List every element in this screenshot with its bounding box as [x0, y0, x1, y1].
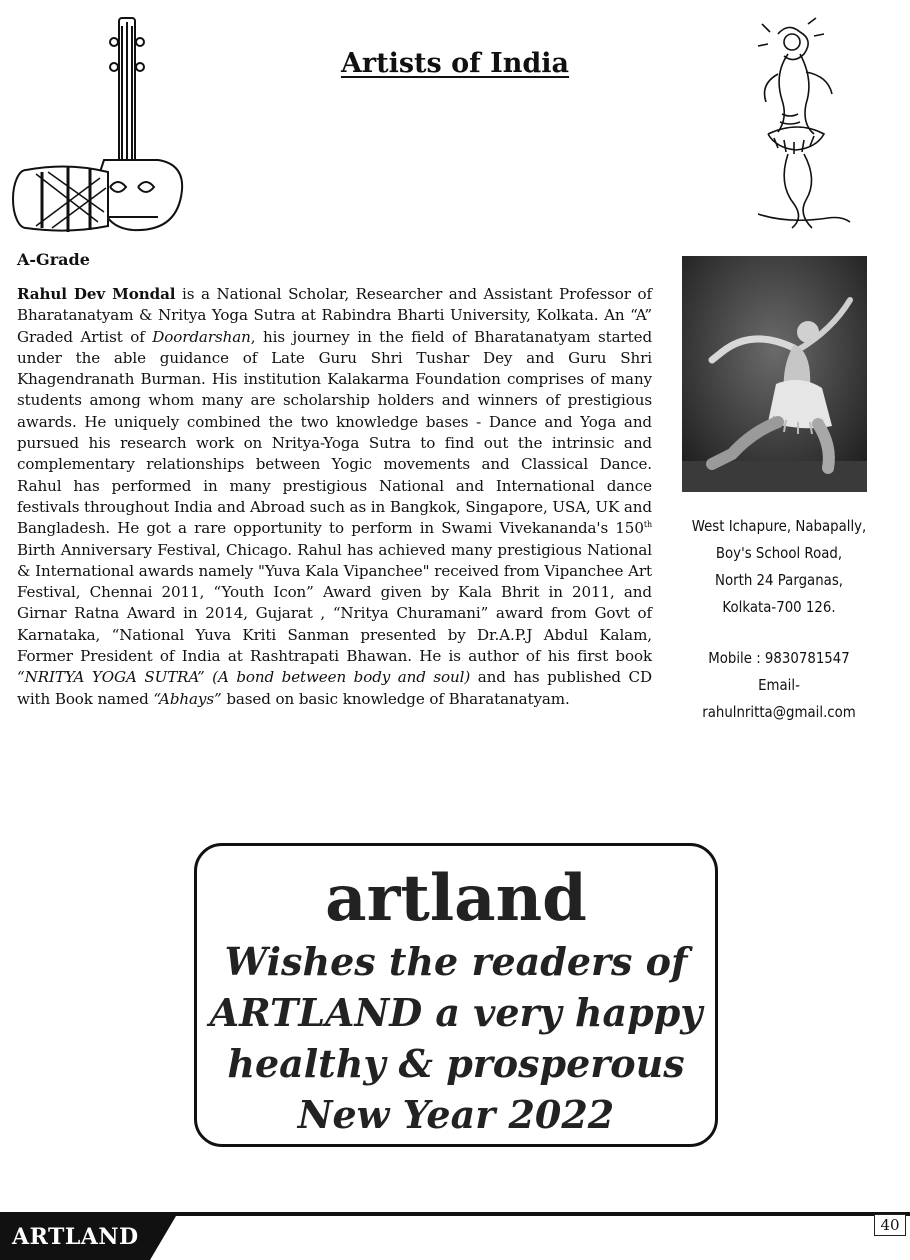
email-address: Email- rahulnritta@gmail.com	[702, 676, 856, 721]
advert-line: New Year 2022	[297, 1092, 615, 1137]
address-line: Boy's School Road,	[715, 544, 843, 562]
section-heading-grade: A-Grade	[17, 250, 90, 269]
address-line: North 24 Parganas,	[714, 571, 844, 589]
bio-ordinal-suffix: th	[643, 520, 652, 530]
footer-brand: ARTLAND	[12, 1224, 139, 1250]
bio-text: , his journey in the field of Bharatanatyam started under the able guidance of Late Guru Shri Tushar Dey and Guru Shri Khagendranath Burman. His institution Kalakarma Foundation comprises of many students among whom many are scholarship holders and winners of prestigious awards. He uniquely combined the two knowledge bases - Dance and Yoga and pursued his research work on Nritya-Yoga Sutra to find out the intrinsic and complementary relationships between Yogic movements and Classical Dance. Rahul has performed in many prestigious National and International dance festivals throughout India and Abroad such as in Bangkok, Singapore, USA, UK and Bangladesh. He got a rare opportunity to perform in Swami Vivekananda's 150	[17, 327, 653, 538]
advert-brand: artland	[325, 861, 587, 936]
artist-name: Rahul Dev Mondal	[17, 285, 176, 303]
advert-line: Wishes the readers of	[224, 939, 688, 984]
mobile-number: Mobile : 9830781547	[708, 649, 850, 667]
artist-biography	[17, 284, 652, 710]
advert-line: ARTLAND a very happy	[209, 990, 703, 1035]
bio-book-title: “NRITYA YOGA SUTRA” (A bond between body and soul)	[17, 668, 471, 687]
bio-text: based on basic knowledge of Bharatanatyam.	[221, 689, 570, 708]
advert-message	[197, 936, 715, 1140]
bio-text: is a National Scholar, Researcher and Assistant Professor of Bharatanatyam & Nritya Yoga Sutra at Rabindra Bharti University, Kolkata. An “A” Graded Artist of	[17, 285, 652, 346]
bio-text: and has published CD with Book named	[17, 668, 652, 708]
page-number: 40	[874, 1214, 906, 1236]
greeting-advert-box	[194, 843, 718, 1147]
address-line: Kolkata-700 126.	[722, 598, 836, 616]
bio-text: Birth Anniversary Festival, Chicago. Rahul has achieved many prestigious National & International awards namely "Yuva Kala Vipanchee" received from Vipanchee Art Festival, Chennai 2011, “Youth Icon” Award given by Kala Bhrit in 2011, and Girnar Ratna Award in 2014, Gujarat , “Nritya Churamani” award from Govt of Karnataka, “National Yuva Kriti Sanman presented by Dr.A.P.J Abdul Kalam, Former President of India at Rashtrapati Bhawan. He is author of his first book	[17, 540, 652, 666]
contact-info	[684, 513, 875, 726]
spacer	[684, 621, 875, 645]
tanpura-drum-illustration	[8, 12, 198, 237]
dancer-photo-drawing	[682, 256, 867, 492]
advert-line: healthy & prosperous	[227, 1041, 685, 1086]
address-line: West Ichapure, Nabapally,	[691, 517, 867, 535]
bio-doordarshan: Doordarshan	[152, 327, 251, 346]
artist-photo	[682, 256, 867, 492]
bio-cd-title: “Abhays”	[153, 689, 222, 708]
dancer-sketch-illustration	[748, 14, 860, 232]
page-title: Artists of India	[340, 48, 570, 79]
